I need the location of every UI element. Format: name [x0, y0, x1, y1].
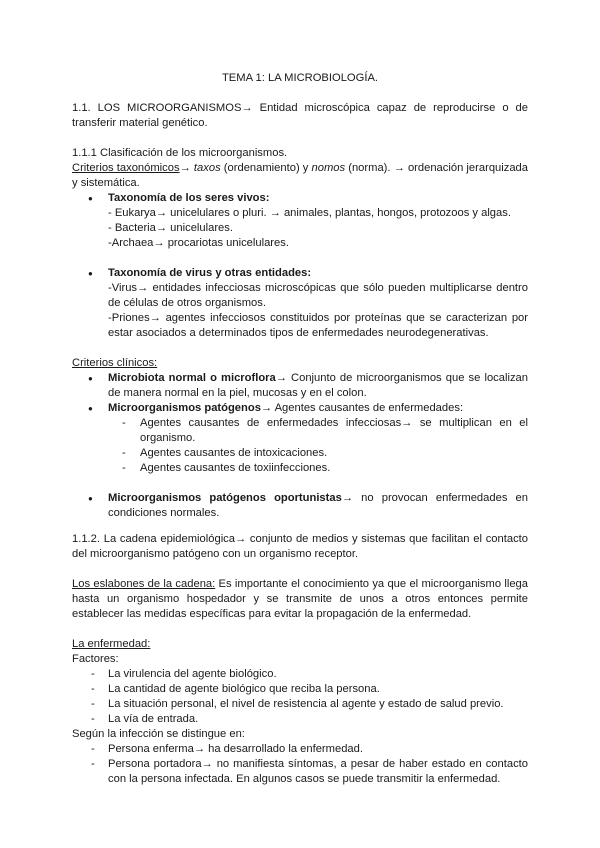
taxos-meaning: (ordenamiento) y [220, 162, 312, 174]
list-item: - Agentes causantes de enfermedades infecciosas→ se multiplican en el organismo. [104, 416, 528, 446]
microbiota-term: Microbiota normal o microflora [108, 372, 276, 384]
list-item: - Agentes causantes de toxiinfecciones. [104, 461, 528, 476]
chain-links-label: Los eslabones de la cadena: [72, 578, 216, 590]
taxonomic-criteria [72, 161, 528, 191]
section-1-1-1-heading: 1.1.1 Clasificación de los microorganismos. [72, 147, 288, 159]
taxonomy-living-title: ● Taxonomía de los seres vivos: [108, 192, 270, 204]
clinical-criteria-label-text: Criterios clínicos: [72, 357, 158, 369]
taxonomy-line: - Eukarya→ unicelulares o pluri. → animales, plantas, hongos, protozoos y algas. [108, 207, 511, 219]
section-1-1 [72, 101, 528, 131]
chain-links-text: Es importante el conocimiento ya que el microorganismo llega hasta un organismo hospedador y se transmite de unos a otros entonces permite establecer las medidas específicas para evitar la propagación de la enfermedad. [72, 578, 528, 620]
clinical-criteria-label [72, 356, 528, 371]
section-1-1-text: Entidad microscópica capaz de reproducirse o de transferir material genético. [72, 102, 528, 129]
taxonomy-virus-list [72, 266, 528, 341]
taxonomy-living-list [72, 191, 528, 251]
section-1-1-2: 1.1.2. La cadena epidemiológica→ conjunto de medios y sistemas que facilitan el contacto del microorganismo patógeno con un organismo receptor. [72, 533, 528, 560]
infection-label: Según la infección se distingue en: [72, 728, 245, 740]
list-item: - Persona portadora→ no manifiesta síntomas, a pesar de haber estado en contacto con la persona infectada. En algunos casos se puede transmitir la enfermedad. [72, 757, 528, 787]
list-item: - Persona enferma→ ha desarrollado la enfermedad. [72, 742, 528, 757]
pathogen-sublist [104, 416, 528, 476]
list-item: - Agentes causantes de intoxicaciones. [104, 446, 528, 461]
microbiota-definition: → Conjunto de microorganismos que se localizan de manera normal en la piel, mucosas y en el colon. [108, 372, 528, 399]
list-item: - La vía de entrada. [72, 712, 528, 727]
taxonomic-criteria-arrow: → [179, 162, 194, 174]
disease-label [72, 637, 528, 652]
document-page [72, 71, 528, 787]
section-1-1-heading: 1.1. LOS MICROORGANISMOS [72, 102, 242, 114]
taxonomy-virus-title: ● Taxonomía de virus y otras entidades: [108, 267, 312, 279]
taxos-term: taxos [193, 162, 221, 174]
list-item: - La cantidad de agente biológico que reciba la persona. [72, 682, 528, 697]
taxonomy-line: -Virus→ entidades infecciosas microscópicas que sólo pueden multiplicarse dentro de células de otros organismos. [108, 282, 528, 309]
document-title: TEMA 1: LA MICROBIOLOGÍA. [221, 72, 379, 84]
list-item: - La virulencia del agente biológico. [72, 667, 528, 682]
taxonomy-line: -Priones→ agentes infecciosos constituidos por proteínas que se caracterizan por estar asociados a determinados tipos de enfermedades neurodegenerativas. [108, 312, 528, 339]
infection-list [72, 742, 528, 787]
pathogens-term: Microorganismos patógenos [108, 402, 261, 414]
opportunist-term: Microorganismos patógenos oportunistas [108, 492, 342, 504]
list-item: - La situación personal, el nivel de resistencia al agente y estado de salud previo. [72, 697, 528, 712]
factors-list [72, 667, 528, 727]
list-item [72, 266, 528, 341]
chain-links-paragraph [72, 577, 528, 622]
taxonomy-line: - Bacteria→ unicelulares. [108, 222, 233, 234]
clinical-list [72, 371, 528, 476]
list-item [72, 191, 528, 251]
factors-label: Factores: [72, 653, 119, 665]
list-item [72, 371, 528, 401]
opportunist-definition: → no provocan enfermedades en condiciones normales. [108, 492, 528, 519]
disease-label-text: La enfermedad: [72, 638, 151, 650]
section-1-1-arrow: → [241, 102, 253, 114]
taxonomic-criteria-label: Criterios taxonómicos [72, 162, 180, 174]
nomos-term: nomos [311, 162, 346, 174]
nomos-meaning: (norma). → ordenación jerarquizada y sistemática. [72, 162, 529, 189]
taxonomy-line: -Archaea→ procariotas unicelulares. [108, 237, 289, 249]
list-item [72, 491, 528, 521]
opportunist-list [72, 491, 528, 521]
list-item [72, 401, 528, 476]
pathogens-definition: → Agentes causantes de enfermedades: [260, 402, 464, 414]
